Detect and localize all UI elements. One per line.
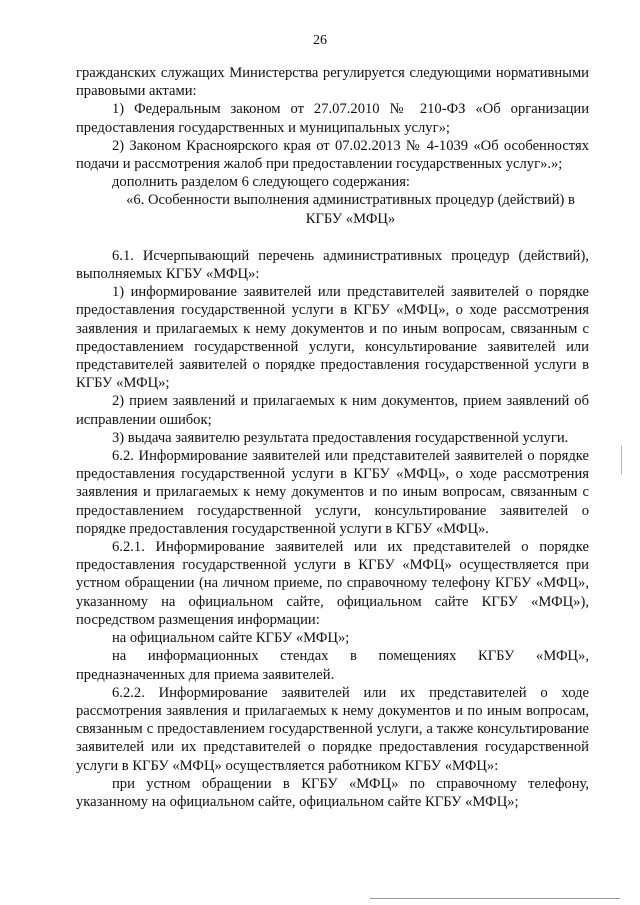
paragraph: 3) выдача заявителю результата предоставления государственной услуги. — [112, 429, 569, 446]
paragraph: 6.2.1. Информирование заявителей или их представителей о порядке предоставления государственной услуги в КГБУ «МФЦ» осуществляется при устном обращении (на личном приеме, по справочному телефону КГБУ «МФЦ», указанному на официальном сайте, официальном сайте КГБУ «МФЦ»), посредством размещения информации: — [76, 539, 589, 628]
page-number: 26 — [313, 33, 327, 48]
paragraph: на официальном сайте КГБУ «МФЦ»; — [112, 630, 350, 647]
paragraph: 6.2.2. Информирование заявителей или их представителей о ходе рассмотрения заявления и прилагаемых к нему документов и по иным вопросам, связанным с предоставлением государственной услуги, а также консультирование заявителей или их представителей о порядке предоставления государственной услуги в КГБУ «МФЦ» осуществляется работником КГБУ «МФЦ»: — [76, 684, 589, 774]
paragraph: при устном обращении в КГБУ «МФЦ» по справочному телефону, указанному на официальном сайте, официальном сайте КГБУ «МФЦ»; — [76, 775, 589, 810]
paragraph: дополнить разделом 6 следующего содержания: — [112, 174, 410, 191]
document-body — [76, 64, 589, 811]
paragraph: 6.1. Исчерпывающий перечень административных процедур (действий), выполняемых КГБУ «МФЦ»: — [76, 247, 589, 283]
bottom-rule — [370, 898, 620, 899]
paragraph: на информационных стендах в помещениях КГБУ «МФЦ», предназначенных для приема заявителей. — [76, 648, 589, 683]
paragraph: 1) Федеральным законом от 27.07.2010 № 210-ФЗ «Об организации предоставления государственных и муниципальных услуг»; — [76, 101, 589, 136]
paragraph: 2) Законом Красноярского края от 07.02.2013 № 4-1039 «Об особенностях подачи и рассмотрения жалоб при предоставлении государственных услуг».»; — [76, 137, 589, 173]
section-heading: «6. Особенности выполнения административных процедур (действий) в КГБУ «МФЦ» — [126, 192, 575, 227]
paragraph: 6.2. Информирование заявителей или представителей заявителей о порядке предоставления государственной услуги в КГБУ «МФЦ», о ходе рассмотрения заявления и прилагаемых к нему документов и по иным вопросам, связанным с предоставлением государственной услуги, консультирование заявителей о порядке предоставления государственной услуги в КГБУ «МФЦ». — [76, 448, 589, 537]
paragraph: 2) прием заявлений и прилагаемых к ним документов, прием заявлений об исправлении ошибок; — [76, 393, 589, 428]
margin-mark — [621, 445, 622, 475]
paragraph: гражданских служащих Министерства регулируется следующими нормативными правовыми актами: — [76, 65, 589, 100]
paragraph: 1) информирование заявителей или представителей заявителей о порядке предоставления государственной услуги в КГБУ «МФЦ», о ходе рассмотрения заявления и прилагаемых к нему документов и по иным вопросам, связанным с предоставлением государственной услуги, консультирование заявителей или представителей заявителей о порядке предоставления государственной услуги в КГБУ «МФЦ»; — [76, 284, 589, 392]
